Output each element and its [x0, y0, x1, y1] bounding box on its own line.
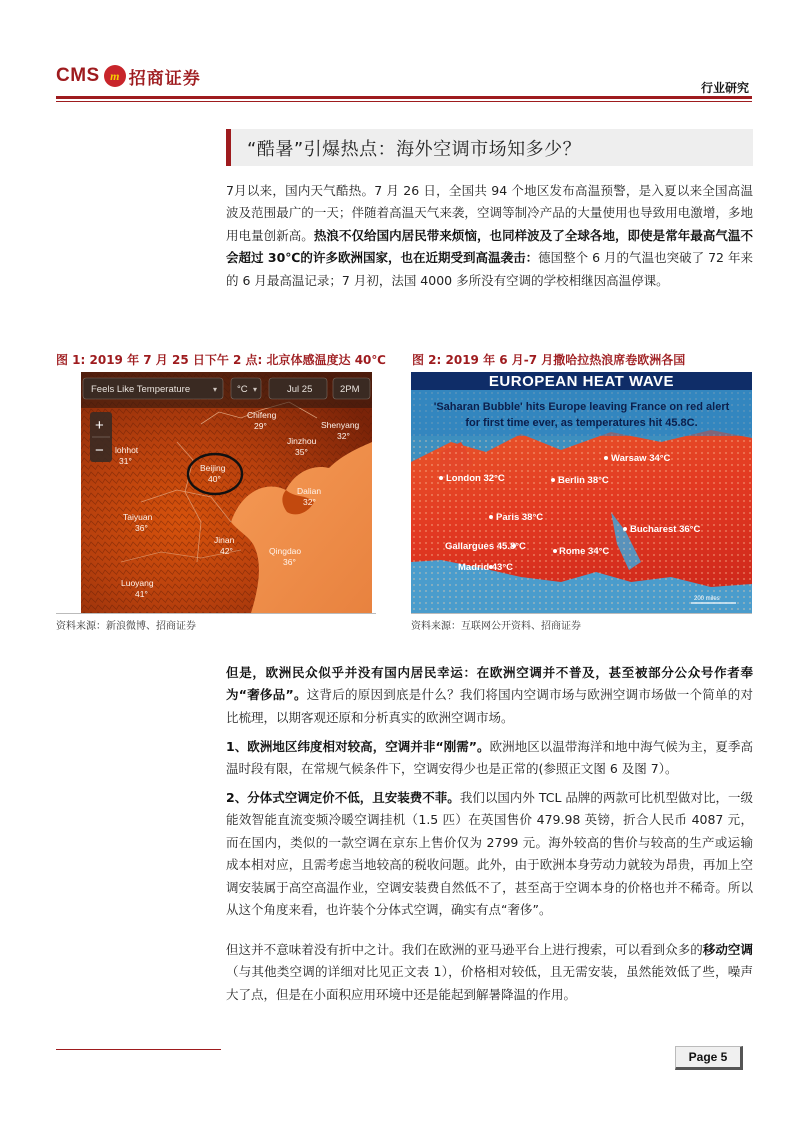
city-label: Paris 38°C — [496, 512, 544, 523]
city-label: Gallargues 45.8°C — [445, 541, 526, 552]
intro-text-1: 7月以来，国内天气酷热。7 月 26 日，全国共 94 个地区发布高温预警，是入夏以来全国高温波及范围最广的一天；伴随着高温天气来袭，空调等制冷产品的大量使用也导致用电激增，多地用电量创新高。 — [226, 183, 753, 243]
city-label: Jinzhou — [287, 436, 317, 446]
footer-rule — [56, 1049, 221, 1050]
figure-2-map — [411, 372, 752, 613]
logo-chinese-text: 招商证券 — [128, 68, 201, 89]
city-temp: 36° — [283, 557, 296, 567]
city-temp: 41° — [135, 589, 148, 599]
layer-select-label: Feels Like Temperature — [91, 384, 191, 395]
city-temp: 32° — [303, 497, 316, 507]
date-select-label: Jul 25 — [287, 384, 313, 395]
figure-2-source: 资料来源：互联网公开资料、招商证券 — [411, 621, 581, 632]
map-subtitle-line-1: 'Saharan Bubble' hits Europe leaving France on red alert — [433, 401, 730, 413]
figure-1-source: 资料来源：新浪微博、招商证券 — [56, 621, 196, 632]
city-label: Dalian — [297, 486, 322, 496]
figure-2-caption: 图 2: 2019 年 6 月-7 月撒哈拉热浪席卷欧洲各国 — [412, 353, 686, 367]
city-temp: 40° — [208, 474, 221, 484]
zoom-out-button[interactable]: − — [95, 442, 104, 459]
p2-bold: 1、欧洲地区纬度相对较高，空调并非“刚需”。 — [226, 739, 490, 754]
chevron-down-icon: ▾ — [213, 385, 218, 394]
city-label: Qingdao — [269, 546, 302, 556]
city-label: London 32°C — [446, 473, 505, 484]
city-temp: 29° — [254, 421, 267, 431]
page-number: Page 5 — [675, 1046, 743, 1070]
body-paragraph-2 — [226, 736, 753, 781]
time-select-label: 2PM — [340, 384, 360, 395]
chevron-down-icon: ▾ — [253, 385, 258, 394]
city-label: Madrid 43°C — [458, 562, 514, 573]
figure-1-map — [81, 372, 372, 613]
zoom-in-button[interactable]: + — [95, 417, 104, 434]
city-label: Jinan — [214, 535, 235, 545]
city-temp: 35° — [295, 447, 308, 457]
scale-label: 200 miles — [694, 596, 720, 602]
city-label: Berlin 38°C — [558, 475, 609, 486]
section-title-bar — [226, 129, 753, 166]
city-label: Rome 34°C — [559, 546, 610, 557]
intro-paragraph — [226, 180, 753, 292]
map-banner-title: EUROPEAN HEAT WAVE — [488, 373, 675, 390]
p4-text-2: （与其他类空调的详细对比见正文表 1），价格相对较低，且无需安装，虽然能效低了些，噪声大了点，但是在小面积应用环境中还是能起到解暑降温的作用。 — [226, 964, 753, 1002]
section-title: “酷暑”引爆热点：海外空调市场知多少？ — [247, 138, 582, 160]
city-label: lohhot — [115, 445, 139, 455]
intro-text-2: 德国整个 6 月的气温也突破了 72 年来的 6 月最高温记录；7 月初，法国 4000 多所没有空调的学校相继因高温停课。 — [226, 250, 753, 288]
intro-bold: 热浪不仅给国内居民带来烦恼，也同样波及了全球各地，即使是常年最高气温不会超过 30℃的许多欧洲国家，也在近期受到高温袭击： — [226, 227, 753, 266]
unit-select-label: °C — [237, 384, 248, 395]
zoom-controls — [90, 412, 112, 462]
p1-bold: 但是，欧洲民众似乎并没有国内居民幸运：在欧洲空调并不普及，甚至被部分公众号作者奉为“奢侈品”。 — [226, 665, 753, 703]
figure-1-caption: 图 1: 2019 年 7 月 25 日下午 2 点: 北京体感温度达 40℃ — [56, 353, 386, 367]
body-paragraph-4 — [226, 939, 753, 1006]
city-temp: 42° — [220, 546, 233, 556]
body-paragraph-1 — [226, 662, 753, 729]
p1-text: 这背后的原因到底是什么？我们将国内空调市场与欧洲空调市场做一个简单的对比梳理，以期客观还原和分析真实的欧洲空调市场。 — [226, 687, 753, 725]
city-label: Shenyang — [321, 420, 360, 430]
city-temp: 36° — [135, 523, 148, 533]
figure-1-bottom-rule — [56, 613, 376, 614]
city-label: Beijing — [200, 463, 226, 473]
p4-bold: 移动空调 — [702, 942, 753, 957]
china-heat-map — [81, 372, 372, 613]
city-label: Taiyuan — [123, 512, 153, 522]
header-rule-thin — [56, 101, 752, 102]
p3-text: 我们以国内外 TCL 品牌的两款可比机型做对比，一级能效智能直流变频冷暖空调挂机（1.5 匹）在英国售价 479.98 英镑，折合人民币 4087 元，而在国内，类似的一款空调在京东上售价仅为 2799 元。海外较高的售价与较高的生产或运输成本相对应，且需考虑当地较高的税收问题。此外，由于欧洲本身劳动力就较为昂贵，再加上空调安装属于高空高温作业，空调安装费自然低不了，甚至高于空调本身的价格也并不稀奇。所以从这个角度来看，也许装个分体式空调，确实有点“奢侈”。 — [226, 790, 754, 918]
city-label: Chifeng — [247, 410, 277, 420]
p2-text: 欧洲地区以温带海洋和地中海气候为主，夏季高温时段有限，在常规气候条件下，空调安得少也是正常的(参照正文图 6 及图 7）。 — [226, 739, 753, 777]
report-section-label: 行业研究 — [700, 81, 749, 95]
header-rule — [56, 96, 752, 99]
logo-mark-icon: m — [104, 65, 126, 87]
europe-heat-map — [411, 372, 752, 613]
city-temp: 31° — [119, 456, 132, 466]
figure-2-bottom-rule — [411, 613, 752, 614]
city-label: Luoyang — [121, 578, 154, 588]
city-label: Warsaw 34°C — [611, 453, 671, 464]
map-subtitle-line-2: for first time ever, as temperatures hit 45.8C. — [465, 417, 698, 429]
body-paragraph-3 — [226, 787, 753, 921]
city-label: Bucharest 36°C — [630, 524, 701, 535]
p3-bold: 2、分体式空调定价不低，且安装费不菲。 — [226, 790, 460, 805]
company-logo — [56, 62, 201, 90]
city-temp: 32° — [337, 431, 350, 441]
p4-text-1: 但这并不意味着没有折中之计。我们在欧洲的亚马逊平台上进行搜索，可以看到众多的 — [226, 942, 703, 957]
logo-latin-text: CMS — [56, 65, 100, 86]
